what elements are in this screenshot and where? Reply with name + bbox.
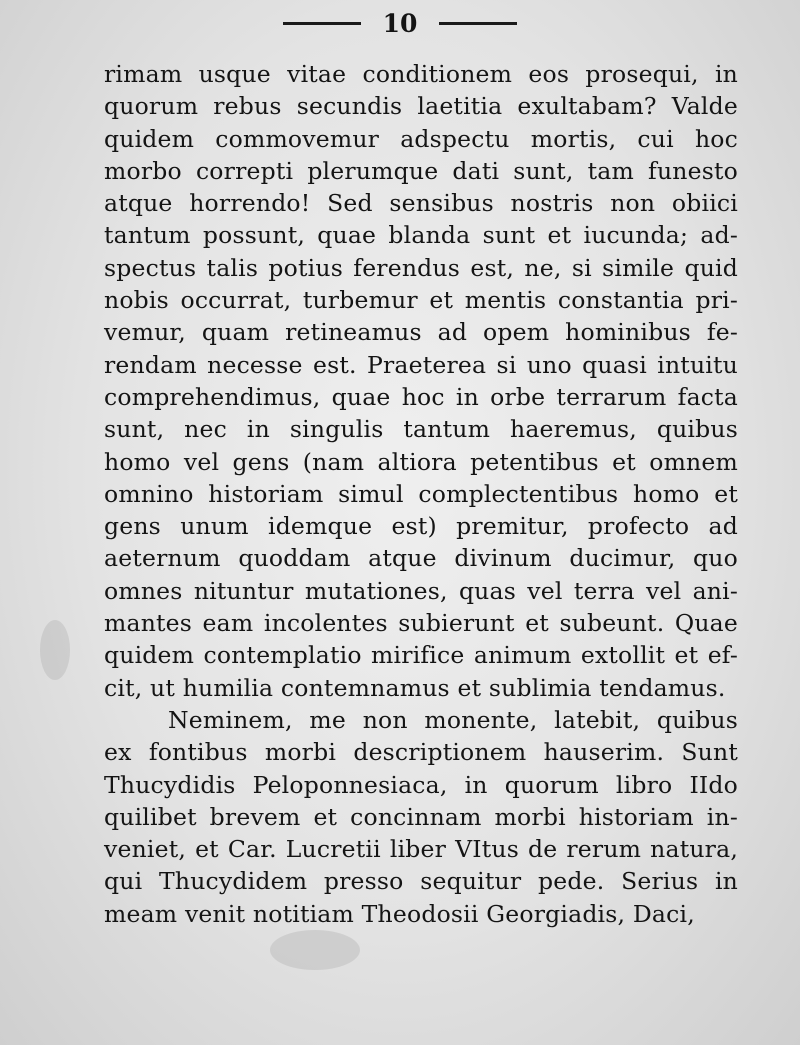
text-line: Thucydidis Peloponnesiaca, in quorum libro IIdo [104, 770, 738, 799]
header-rule-left [283, 22, 361, 25]
text-line: atque horrendo! Sed sensibus nostris non obiici [104, 189, 738, 218]
text-line: spectus talis potius ferendus est, ne, si simile quid [104, 253, 738, 282]
text-line: quidem commovemur adspectu mortis, cui hoc [104, 124, 738, 153]
text-line: quorum rebus secundis laetitia exultabam? Valde [104, 92, 738, 121]
text-line: quilibet brevem et concinnam morbi historiam in- [104, 802, 738, 831]
text-line: mantes eam incolentes subierunt et subeunt. Quae [104, 609, 738, 638]
text-line: cit, ut humilia contemnamus et sublimia tendamus. [104, 673, 726, 702]
text-line: gens unum idemque est) premitur, profecto ad [104, 512, 738, 541]
text-line: omnes nituntur mutationes, quas vel terra vel ani- [104, 576, 738, 605]
text-line: morbo correpti plerumque dati sunt, tam funesto [104, 156, 738, 185]
text-line: quidem contemplatio mirifice animum extollit et ef- [104, 641, 738, 670]
text-line: vemur, quam retineamus ad opem hominibus fe- [104, 318, 738, 347]
text-line: veniet, et Car. Lucretii liber VItus de rerum natura, [104, 835, 738, 864]
text-line: ex fontibus morbi descriptionem hauserim. Sunt [104, 738, 738, 767]
text-line: sunt, nec in singulis tantum haeremus, quibus [104, 415, 738, 444]
text-line: tantum possunt, quae blanda sunt et iucunda; ad- [104, 221, 738, 250]
text-line: comprehendimus, quae hoc in orbe terrarum facta [104, 382, 738, 411]
text-line: rendam necesse est. Praeterea si uno quasi intuitu [104, 350, 738, 379]
header-rule-right [439, 22, 517, 25]
text-line: rimam usque vitae conditionem eos prosequi, in [104, 60, 738, 88]
text-line: homo vel gens (nam altiora petentibus et omnem [104, 447, 738, 476]
page-number: 10 [382, 8, 418, 38]
text-line: meam venit notitiam Theodosii Georgiadis, Daci, [104, 899, 695, 928]
paper-stain [40, 620, 70, 680]
text-line: qui Thucydidem presso sequitur pede. Serius in [104, 867, 738, 896]
text-line: nobis occurrat, turbemur et mentis constantia pri- [104, 286, 738, 315]
text-line: Neminem, me non monente, latebit, quibus [168, 705, 738, 734]
text-line: aeternum quoddam atque divinum ducimur, quo [104, 544, 738, 573]
text-line: omnino historiam simul complectentibus homo et [104, 479, 738, 508]
body-text [104, 58, 738, 930]
page-header [0, 8, 800, 38]
paper-stain [270, 930, 360, 970]
